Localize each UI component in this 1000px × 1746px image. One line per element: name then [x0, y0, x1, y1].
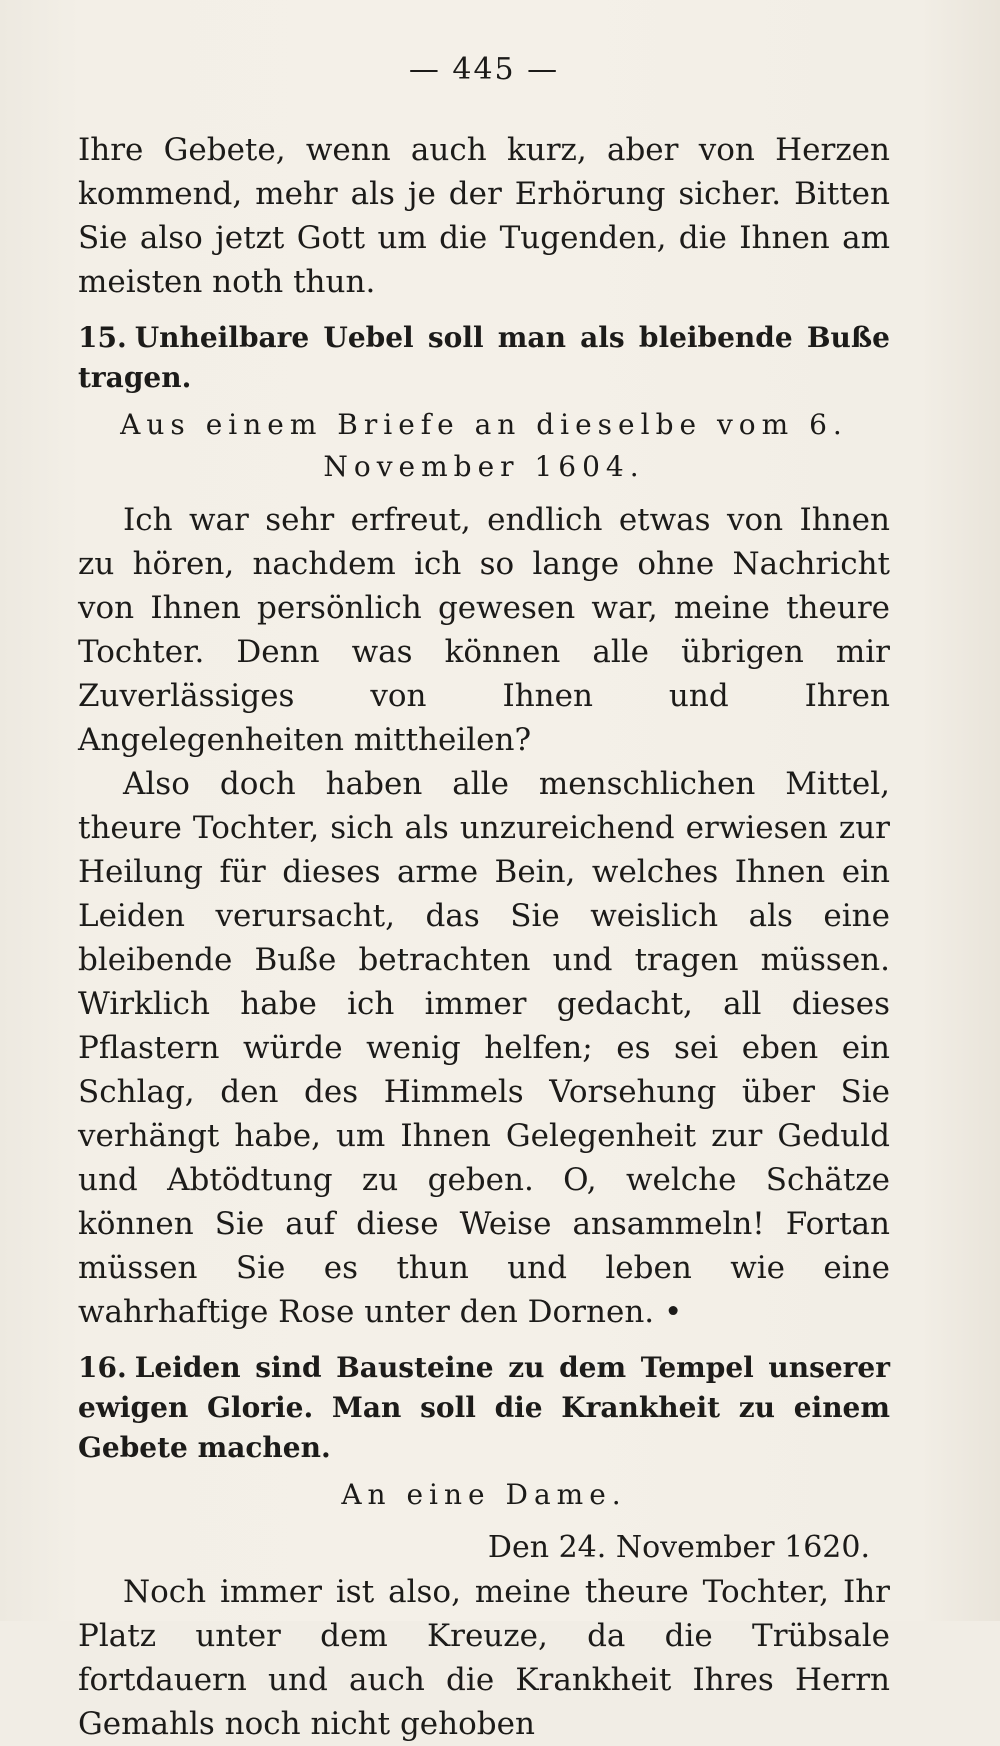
paragraph: Also doch haben alle menschlichen Mittel, theure Tochter, sich als unzureichend erwiesen zur Heilung für dieses arme Bein, welches Ihnen ein Leiden verursacht, das Sie weislich als eine bleibende Buße betrachten und tragen müssen. Wirklich habe ich immer gedacht, all dieses Pflastern würde wenig helfen; es sei eben ein Schlag, den des Himmels Vorsehung über Sie verhängt habe, um Ihnen Gelegenheit zur Geduld und Abtödtung zu geben. O, welche Schätze können Sie auf diese Weise ansammeln! Fortan müssen Sie es thun und leben wie eine wahrhaftige Rose unter den Dornen. •: [78, 766, 890, 1330]
page-content: [78, 48, 890, 1746]
paragraph: Noch immer ist also, meine theure Tochter, Ihr Platz unter dem Kreuze, da die Trübsale fortdauern und auch die Krankheit Ihres Herrn Gemahls noch nicht gehoben: [78, 1574, 890, 1742]
page-number: — 445 —: [408, 52, 560, 87]
section-number-16: 16.: [78, 1351, 127, 1384]
section-heading-15: [78, 318, 890, 398]
paragraph: Ich war sehr erfreut, endlich etwas von Ihnen zu hören, nachdem ich so lange ohne Nachricht von Ihnen persönlich gewesen war, meine theure Tochter. Denn was können alle übrigen mir Zuverlässiges von Ihnen und Ihren Angelegenheiten mittheilen?: [78, 502, 890, 758]
section-title-15: Unheilbare Uebel soll man als bleibende Buße tragen.: [78, 321, 890, 394]
section-heading-16: [78, 1348, 890, 1468]
section-number-15: 15.: [78, 321, 127, 354]
section-title-16: Leiden sind Bausteine zu dem Tempel unserer ewigen Glorie. Man soll die Krankheit zu einem Gebete machen.: [78, 1351, 890, 1464]
paragraph-continued: Ihre Gebete, wenn auch kurz, aber von Herzen kommend, mehr als je der Erhörung sicher. Bitten Sie also jetzt Gott um die Tugenden, die Ihnen am meisten noth thun.: [78, 132, 890, 300]
letter-source-15: Aus einem Briefe an dieselbe vom 6. November 1604.: [120, 408, 848, 483]
letter-date-16: Den 24. November 1620.: [487, 1530, 870, 1565]
letter-recipient-16: An eine Dame.: [341, 1478, 627, 1511]
